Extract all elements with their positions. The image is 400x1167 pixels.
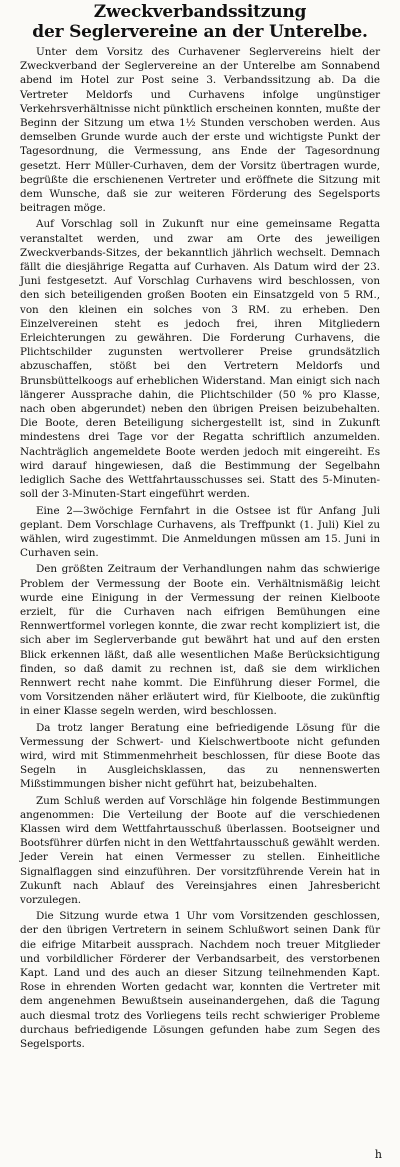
paragraph-intro: Unter dem Vorsitz des Curhavener Seglervereins hielt der Zweckverband der Seglervereine an der Unterelbe am Sonnabend abend im Hotel zur Post seine 3. Verbandssitzung ab. Da die Vertreter Meldorfs und Curhavens infolge ungünstiger Verkehrsverhältnisse nicht pünktlich erscheinen konnten, mußte der Beginn der Sitzung um etwa 1½ Stunden verschoben werden. Aus demselben Grunde wurde auch der erste und wichtigste Punkt der Tagesordnung, die Vermessung, ans Ende der Tagesordnung gesetzt. Herr Müller-Curhaven, dem der Vorsitz übertragen wurde, begrüßte die erschienenen Vertreter und eröffnete die Sitzung mit dem Wunsche, daß sie zur weiteren Förderung des Segelsports beitragen möge. [20, 46, 380, 215]
paragraph-regatta: Auf Vorschlag soll in Zukunft nur eine gemeinsame Regatta veranstaltet werden, und zwar am Orte des jeweiligen Zweckverbands-Sitzes, der bekanntlich jährlich wechselt. Demnach fällt die diesjährige Regatta auf Curhaven. Als Datum wird der 23. Juni festgesetzt. Auf Vorschlag Curhavens wird beschlossen, von den sich beteiligenden großen Booten ein Einsatzgeld von 5 RM., von den kleinen ein solches von 3 RM. zu erheben. Den Einzelvereinen steht es jedoch frei, ihren Mitgliedern Erleichterungen zu gewähren. Die Forderung Curhavens, die Plichtschilder zugunsten wertvollerer Preise grundsätzlich abzuschaffen, stößt bei den Vertretern Meldorfs und Brunsbüttelkoogs auf erheblichen Widerstand. Man einigt sich nach längerer Aussprache dahin, die Plichtschilder (50 % pro Klasse, nach oben abgerundet) neben den übrigen Preisen beizubehalten. Die Boote, deren Beteiligung sichergestellt ist, sind in Zukunft mindestens drei Tage vor der Regatta schriftlich anzumelden. Nachträglich angemeldete Boote werden jedoch mit eingereiht. Es wird darauf hingewiesen, daß die Bestimmung der Segelbahn lediglich Sache des Wettfahrtausschusses sei. Statt des 5-Minuten- soll der 3-Minuten-Start eingeführt werden. [20, 218, 380, 501]
paragraph-schwertboote: Da trotz langer Beratung eine befriedigende Lösung für die Vermessung der Schwert- und Kielschwertboote nicht gefunden wird, wird mit Stimmenmehrheit beschlossen, für diese Boote das Segeln in Ausgleichsklassen, das zu nennenswerten Mißstimmungen bisher nicht geführt hat, beizubehalten. [20, 721, 380, 791]
headline-line-1: Zweckverbandssitzung [93, 2, 307, 22]
paragraph-fernfahrt: Eine 2—3wöchige Fernfahrt in die Ostsee ist für Anfang Juli geplant. Dem Vorschlage Curhavens, als Treffpunkt (1. Juli) Kiel zu wählen, wird zugestimmt. Die Anmeldungen müssen am 15. Juni in Curhaven sein. [20, 504, 380, 560]
paragraph-bestimmungen: Zum Schluß werden auf Vorschläge hin folgende Bestimmungen angenommen: Die Verteilung der Boote auf die verschiedenen Klassen wird dem Wettfahrtausschuß überlassen. Bootseigner und Bootsführer dürfen nicht in den Wettfahrtausschuß gewählt werden. Jeder Verein hat einen Vermesser zu stellen. Einheitliche Signalflaggen sind einzuführen. Der vorsitzführende Verein hat in Zukunft nach Ablauf des Vereinsjahres einen Jahresbericht vorzulegen. [20, 794, 380, 906]
footer-mark: h [374, 1148, 382, 1161]
headline-line-2: der Seglervereine an der Unterelbe. [32, 22, 368, 42]
paragraph-vermessung: Den größten Zeitraum der Verhandlungen nahm das schwierige Problem der Vermessung der Boote ein. Verhältnismäßig leicht wurde eine Einigung in der Vermessung der reinen Kielboote erzielt, für die Curhaven nach eifrigen Bemühungen eine Rennwertformel vorlegen konnte, die zwar recht kompliziert ist, die sich aber im Seglerverbande gut bewährt hat und auf den ersten Blick erkennen läßt, daß alle wesentlichen Maße Berücksichtigung finden, so daß damit zu rechnen ist, daß sie dem wirklichen Rennwert recht nahe kommt. Die Einführung dieser Formel, die vom Vorsitzenden näher erläutert wird, für Kielboote, die zukünftig in einer Klasse segeln werden, wird beschlossen. [20, 563, 380, 718]
article-body [20, 45, 380, 1053]
article-headline [8, 2, 392, 42]
paragraph-schluss: Die Sitzung wurde etwa 1 Uhr vom Vorsitzenden geschlossen, der den übrigen Vertretern in seinem Schlußwort seinen Dank für die eifrige Mitarbeit aussprach. Nachdem noch treuer Mitglieder und vorbildlicher Förderer der Verbandsarbeit, des verstorbenen Kapt. Land und des auch an dieser Sitzung teilnehmenden Kapt. Rose in ehrenden Worten gedacht war, konnten die Vertreter mit dem angenehmen Bewußtsein auseinandergehen, daß die Tagung auch diesmal trotz des Vorliegens teils recht schwieriger Probleme durchaus befriedigende Lösungen gefunden habe zum Segen des Segelsports. [20, 910, 380, 1051]
